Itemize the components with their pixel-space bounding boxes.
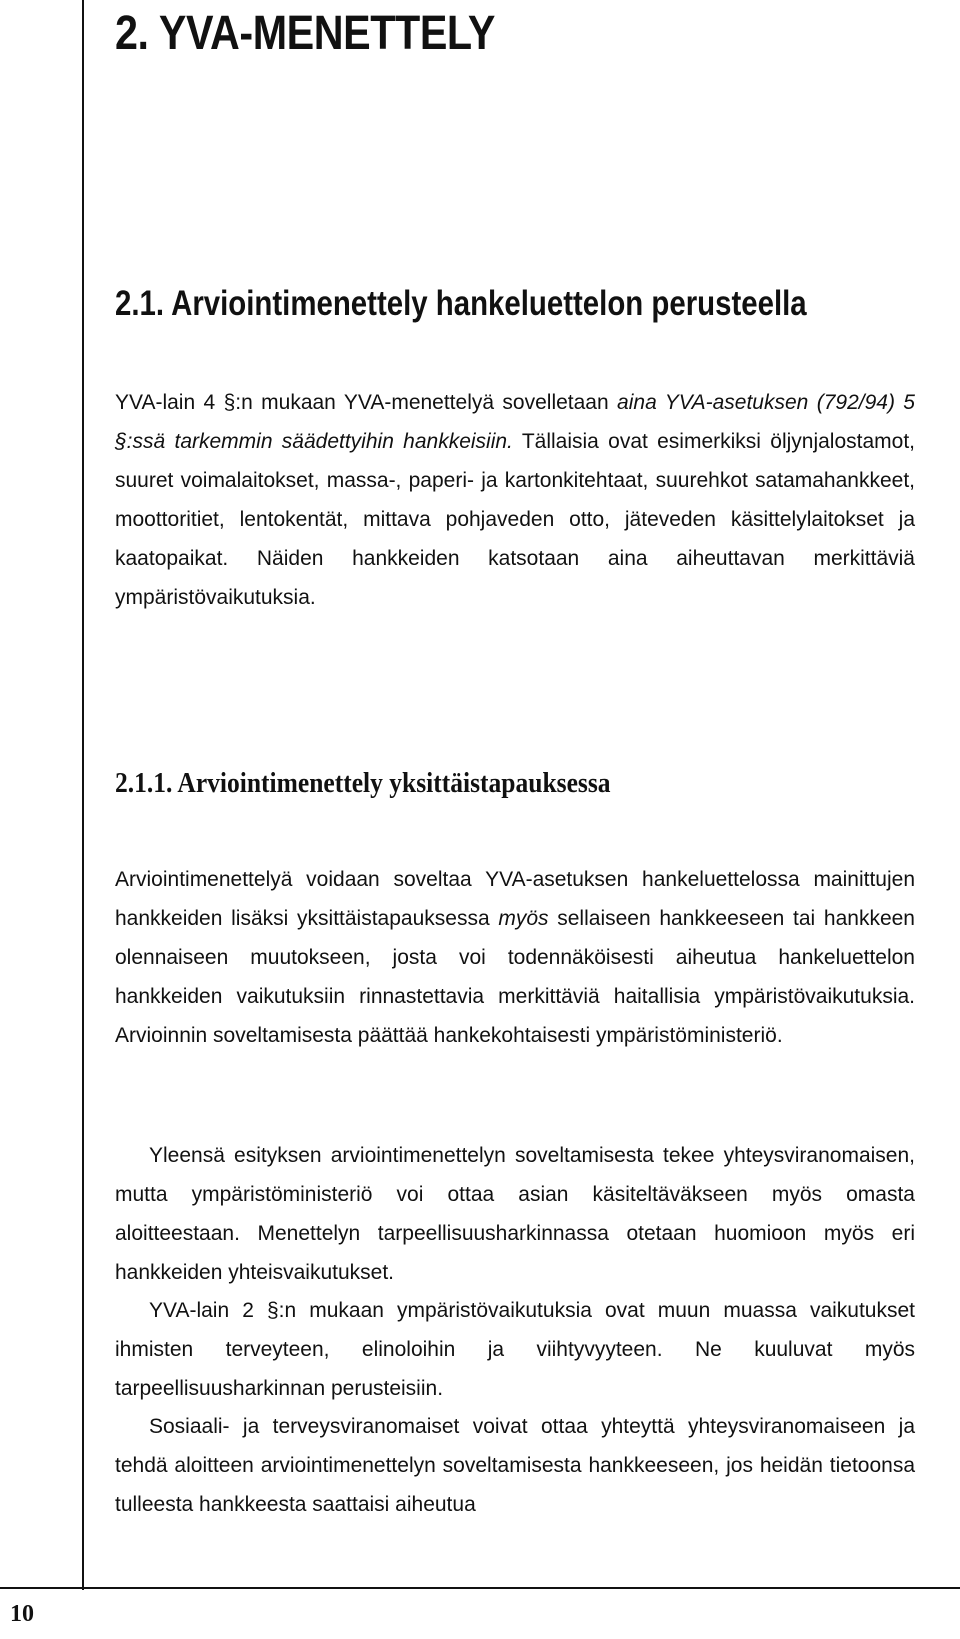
subsection-paragraph: Sosiaali- ja terveysviranomaiset voivat ottaa yhteyttä yhteysviranomaiseen ja tehdä aloitteen arviointimenettelyn soveltamisesta hankkeeseen, jos heidän tietoonsa tulleesta hankkeesta saattaisi aiheutua: [115, 1415, 915, 1516]
paragraph-text: Arviointimenettelyä voidaan soveltaa YVA-asetuksen hankeluettelossa mainittujen hankkeiden lisäksi yksittäistapauksessa: [115, 868, 915, 930]
paragraph-text: sellaiseen hankkeeseen tai hankkeen olennaiseen muutokseen, josta voi todennäköisesti aiheutua hankeluettelon hankkeiden vaikutuksiin rinnastettavia merkittäviä haitallisia ympäristövaikutuksia. Arvioinnin soveltamisesta päättää hankekohtaisesti ympäristöministeriö.: [115, 907, 915, 1047]
section-paragraph: [115, 383, 915, 617]
chapter-title: 2. YVA-MENETTELY: [115, 7, 496, 60]
subsection-title: 2.1.1. Arviointimenettely yksittäistapauksessa: [115, 767, 611, 799]
left-margin-rule: [82, 0, 84, 1590]
subsection-paragraph: Yleensä esityksen arviointimenettelyn soveltamisesta tekee yhteysviranomaisen, mutta ympäristöministeriö voi ottaa asian käsiteltäväkseen myös omasta aloitteestaan. Menettelyn tarpeellisuusharkinnassa otetaan huomioon myös eri hankkeiden yhteisvaikutukset.: [115, 1144, 915, 1284]
italic-text: aina YVA-asetuksen (792/94) 5 §:ssä tarkemmin säädettyihin hankkeisiin.: [115, 391, 915, 453]
subsection-paragraph: [115, 860, 915, 1055]
section-title: 2.1. Arviointimenettely hankeluettelon perusteella: [115, 284, 807, 323]
italic-text: myös: [498, 907, 549, 930]
page-number: 10: [10, 1601, 34, 1627]
footer-rule: [0, 1587, 960, 1589]
subsection-paragraph: YVA-lain 2 §:n mukaan ympäristövaikutuksia ovat muun muassa vaikutukset ihmisten terveyteen, elinoloihin ja viihtyvyyteen. Ne kuuluvat myös tarpeellisuusharkinnan perusteisiin.: [115, 1299, 915, 1400]
paragraph-text: Tällaisia ovat esimerkiksi öljynjalostamot, suuret voimalaitokset, massa-, paperi- ja kartonkitehtaat, suurehkot satamahankkeet, moottoritiet, lentokentät, mittava pohjaveden otto, jäteveden käsittelylaitokset ja kaatopaikat. Näiden hankkeiden katsotaan aina aiheuttavan merkittäviä ympäristövaikutuksia.: [115, 430, 915, 609]
paragraph-text: YVA-lain 4 §:n mukaan YVA-menettelyä sovelletaan: [115, 391, 618, 414]
